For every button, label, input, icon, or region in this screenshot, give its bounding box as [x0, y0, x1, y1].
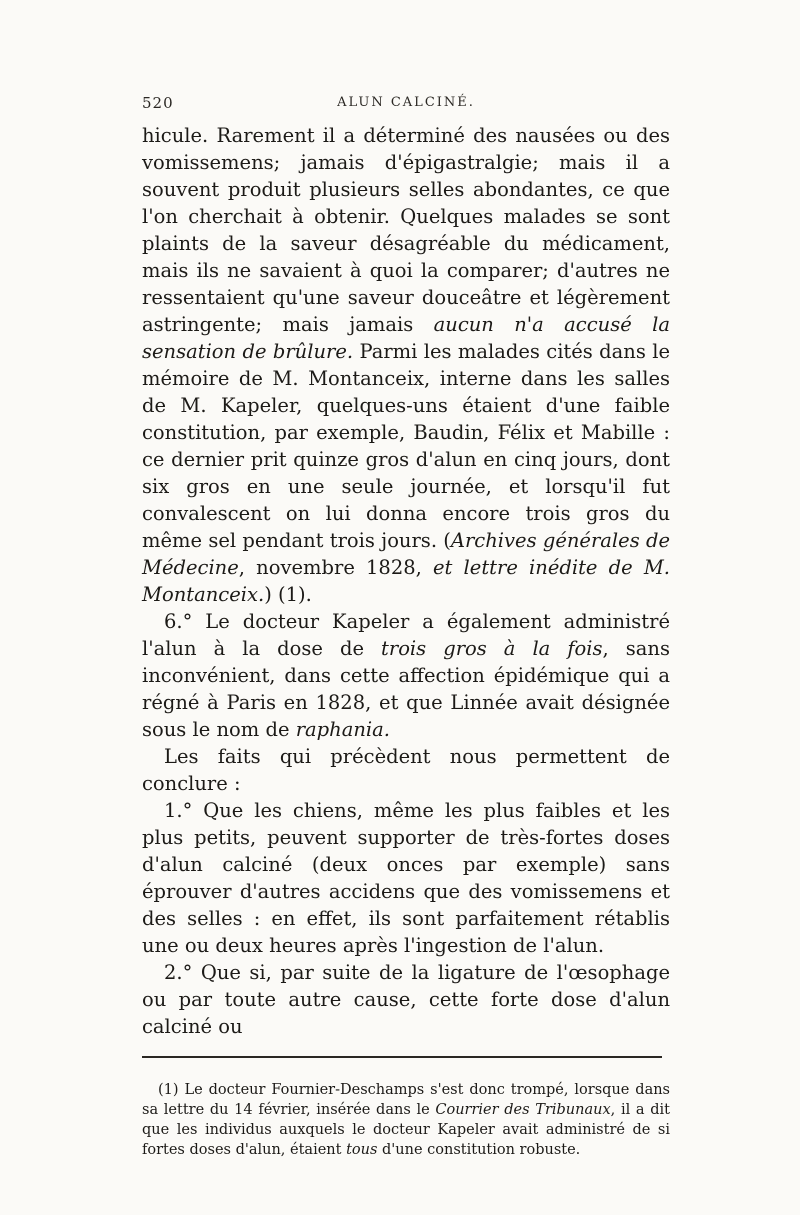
- book-page: [142, 92, 670, 1160]
- text-run: 2.° Que si, par suite de la ligature de l'œsophage ou par toute autre cause, cette forte dose d'alun calciné ou: [142, 961, 670, 1038]
- footnote: [142, 1080, 670, 1160]
- italic-text: Archives générales de Médecine: [142, 529, 670, 579]
- text-run: d'une constitution robuste.: [377, 1142, 581, 1158]
- italic-text: Courrier des Tribunaux: [435, 1102, 611, 1118]
- text-run: ) (1).: [264, 583, 312, 606]
- paragraph: [142, 797, 670, 959]
- page-number: 520: [142, 94, 174, 112]
- text-run: hicule. Rarement il a déterminé des nausées ou des vomissemens; jamais d'épigastralgie; mais il a souvent produit plusieurs selles abondantes, ce que l'on cherchait à obtenir. Quelques malades se sont plaints de la saveur désagréable du médicament, mais ils ne savaient à quoi la comparer; d'autres ne ressentaient qu'une saveur douceâtre et légèrement astringente; mais jamais: [142, 124, 670, 336]
- body-text: [142, 122, 670, 1040]
- italic-text: raphania.: [295, 718, 390, 741]
- paragraph: [142, 959, 670, 1040]
- text-run: Les faits qui précèdent nous permettent de conclure :: [142, 745, 670, 795]
- text-run: Parmi les malades cités dans le mémoire de M. Montanceix, interne dans les salles de M. Kapeler, quelques-uns étaient d'une faible constitution, par exemple, Baudin, Félix et Mabille : ce dernier prit quinze gros d'alun en cinq jours, dont six gros en une seule journée, et lorsqu'il fut convalescent on lui donna encore trois gros du même sel pendant trois jours. (: [142, 340, 670, 552]
- italic-text: et lettre inédite de M. Montanceix.: [142, 556, 670, 606]
- text-run: 6.° Le docteur Kapeler a également administré l'alun à la dose de: [142, 610, 670, 660]
- paragraph: [142, 608, 670, 743]
- text-run: , sans inconvénient, dans cette affection épidémique qui a régné à Paris en 1828, et que Linnée avait désignée sous le nom de: [142, 637, 670, 741]
- text-run: , novembre 1828,: [238, 556, 434, 579]
- footnote-divider: [142, 1056, 662, 1058]
- text-run: , il a dit que les individus auxquels le docteur Kapeler avait administré de si fortes doses d'alun, étaient: [142, 1102, 671, 1158]
- italic-text: trois gros à la fois: [381, 637, 603, 660]
- paragraph: [142, 122, 670, 608]
- italic-text: tous: [346, 1142, 378, 1158]
- italic-text: aucun n'a accusé la sensation de brûlure.: [142, 313, 670, 363]
- page-header: [142, 92, 670, 122]
- running-title: ALUN CALCINÉ.: [337, 95, 475, 110]
- text-run: (1) Le docteur Fournier-Deschamps s'est donc trompé, lorsque dans sa lettre du 14 février, insérée dans le: [142, 1082, 670, 1118]
- paragraph: [142, 743, 670, 797]
- text-run: 1.° Que les chiens, même les plus faibles et les plus petits, peuvent supporter de très-fortes doses d'alun calciné (deux onces par exemple) sans éprouver d'autres accidens que des vomissemens et des selles : en effet, ils sont parfaitement rétablis une ou deux heures après l'ingestion de l'alun.: [142, 799, 670, 957]
